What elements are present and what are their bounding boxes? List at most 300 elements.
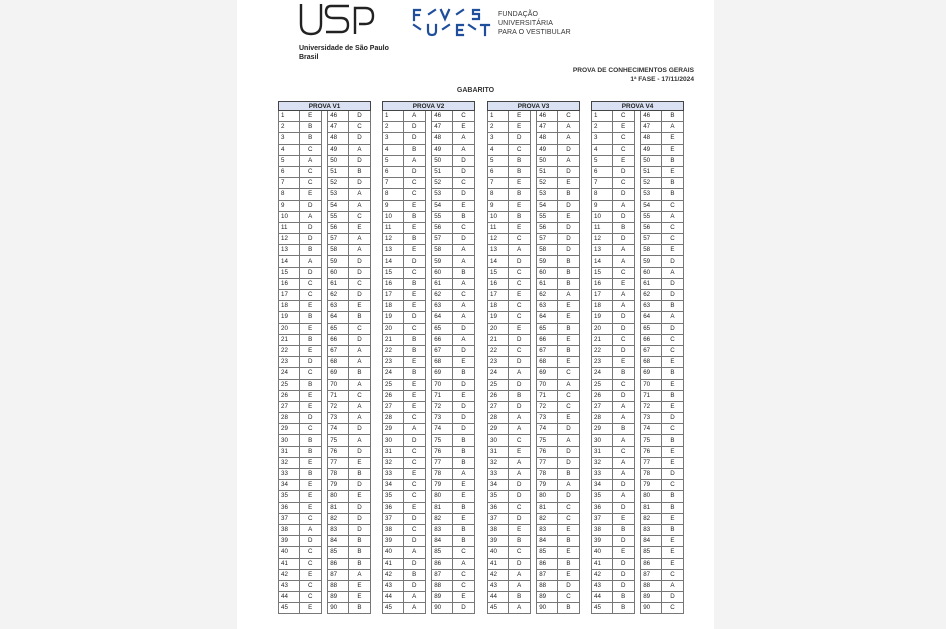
table-row bbox=[383, 592, 475, 603]
answer-letter: E bbox=[348, 301, 370, 312]
question-number: 33 bbox=[592, 469, 613, 480]
question-number: 69 bbox=[432, 368, 453, 379]
table-row bbox=[488, 502, 580, 513]
table-row bbox=[279, 234, 371, 245]
answer-letter: A bbox=[612, 301, 634, 312]
question-number: 20 bbox=[592, 323, 613, 334]
question-number: 6 bbox=[383, 166, 404, 177]
table-row bbox=[592, 357, 684, 368]
answer-letter: E bbox=[299, 502, 321, 513]
question-number: 42 bbox=[383, 569, 404, 580]
table-row bbox=[279, 278, 371, 289]
answer-letter: C bbox=[403, 491, 425, 502]
answer-letter: A bbox=[348, 357, 370, 368]
answer-letter: B bbox=[508, 592, 530, 603]
answer-letter: C bbox=[299, 547, 321, 558]
table-row bbox=[279, 256, 371, 267]
table-row bbox=[383, 211, 475, 222]
answer-letter: C bbox=[612, 334, 634, 345]
answer-letter: C bbox=[508, 547, 530, 558]
table-row bbox=[383, 323, 475, 334]
answer-letter: E bbox=[452, 122, 474, 133]
question-number: 34 bbox=[592, 480, 613, 491]
table-row bbox=[488, 390, 580, 401]
answer-letter: E bbox=[661, 558, 683, 569]
question-number: 71 bbox=[432, 390, 453, 401]
question-number: 48 bbox=[537, 133, 558, 144]
answer-letter: B bbox=[661, 111, 683, 122]
question-number: 43 bbox=[592, 580, 613, 591]
answer-letter: B bbox=[452, 502, 474, 513]
question-number: 68 bbox=[641, 357, 662, 368]
answer-letter: E bbox=[612, 513, 634, 524]
answer-letter: B bbox=[348, 166, 370, 177]
question-number: 30 bbox=[279, 435, 300, 446]
answer-letter: E bbox=[452, 357, 474, 368]
question-number: 22 bbox=[279, 345, 300, 356]
question-number: 8 bbox=[488, 189, 509, 200]
answer-key-page bbox=[237, 0, 714, 629]
question-number: 32 bbox=[488, 457, 509, 468]
question-number: 47 bbox=[537, 122, 558, 133]
question-number: 63 bbox=[537, 301, 558, 312]
question-number: 14 bbox=[592, 256, 613, 267]
answer-letter: B bbox=[299, 469, 321, 480]
answer-letter: D bbox=[403, 580, 425, 591]
question-number: 72 bbox=[328, 401, 349, 412]
answer-letter: A bbox=[452, 245, 474, 256]
answer-letter: B bbox=[452, 211, 474, 222]
question-number: 3 bbox=[592, 133, 613, 144]
table-row bbox=[592, 502, 684, 513]
question-number: 22 bbox=[488, 345, 509, 356]
question-number: 48 bbox=[328, 133, 349, 144]
table-row bbox=[488, 357, 580, 368]
question-number: 24 bbox=[383, 368, 404, 379]
answer-letter: C bbox=[452, 111, 474, 122]
question-number: 67 bbox=[641, 345, 662, 356]
answer-letter: C bbox=[557, 401, 579, 412]
answer-letter: D bbox=[557, 234, 579, 245]
table-row bbox=[488, 301, 580, 312]
answer-letter: A bbox=[403, 603, 425, 614]
question-number: 54 bbox=[641, 200, 662, 211]
answer-letter: A bbox=[612, 457, 634, 468]
question-number: 28 bbox=[592, 413, 613, 424]
table-row bbox=[488, 290, 580, 301]
answer-letter: C bbox=[661, 234, 683, 245]
answer-letter: C bbox=[508, 144, 530, 155]
question-number: 73 bbox=[641, 413, 662, 424]
question-number: 81 bbox=[537, 502, 558, 513]
question-number: 51 bbox=[641, 166, 662, 177]
table-row bbox=[279, 211, 371, 222]
question-number: 14 bbox=[488, 256, 509, 267]
question-number: 61 bbox=[537, 278, 558, 289]
answer-letter: A bbox=[612, 469, 634, 480]
answer-letter: E bbox=[508, 178, 530, 189]
answer-letter: B bbox=[557, 558, 579, 569]
question-number: 32 bbox=[592, 457, 613, 468]
answer-letter: B bbox=[557, 469, 579, 480]
question-number: 68 bbox=[537, 357, 558, 368]
answer-letter: C bbox=[348, 278, 370, 289]
answer-letter: A bbox=[508, 603, 530, 614]
answer-letter: A bbox=[612, 200, 634, 211]
answer-letter: D bbox=[299, 413, 321, 424]
table-row bbox=[488, 312, 580, 323]
question-number: 70 bbox=[537, 379, 558, 390]
answer-letter: A bbox=[661, 211, 683, 222]
question-number: 10 bbox=[279, 211, 300, 222]
question-number: 44 bbox=[279, 592, 300, 603]
question-number: 60 bbox=[537, 267, 558, 278]
question-number: 78 bbox=[537, 469, 558, 480]
answer-letter: D bbox=[452, 413, 474, 424]
table-row bbox=[279, 502, 371, 513]
question-number: 66 bbox=[328, 334, 349, 345]
table-row bbox=[592, 245, 684, 256]
question-number: 20 bbox=[488, 323, 509, 334]
question-number: 7 bbox=[383, 178, 404, 189]
question-number: 21 bbox=[279, 334, 300, 345]
question-number: 31 bbox=[383, 446, 404, 457]
question-number: 56 bbox=[537, 222, 558, 233]
question-number: 5 bbox=[592, 155, 613, 166]
table-row bbox=[383, 189, 475, 200]
table-row bbox=[383, 312, 475, 323]
answer-letter: E bbox=[557, 211, 579, 222]
question-number: 40 bbox=[592, 547, 613, 558]
question-number: 26 bbox=[488, 390, 509, 401]
table-row bbox=[592, 122, 684, 133]
answer-letter: C bbox=[299, 580, 321, 591]
answer-letter: D bbox=[612, 234, 634, 245]
answer-letter: B bbox=[452, 524, 474, 535]
answer-letter: D bbox=[452, 379, 474, 390]
answer-letter: D bbox=[403, 435, 425, 446]
answer-letter: B bbox=[612, 222, 634, 233]
question-number: 69 bbox=[641, 368, 662, 379]
answer-letter: E bbox=[452, 491, 474, 502]
question-number: 53 bbox=[328, 189, 349, 200]
question-number: 37 bbox=[279, 513, 300, 524]
answer-letter: D bbox=[508, 379, 530, 390]
table-row bbox=[383, 413, 475, 424]
question-number: 70 bbox=[432, 379, 453, 390]
answer-letter: B bbox=[403, 144, 425, 155]
table-row bbox=[383, 200, 475, 211]
question-number: 68 bbox=[432, 357, 453, 368]
question-number: 20 bbox=[383, 323, 404, 334]
question-number: 85 bbox=[432, 547, 453, 558]
table-row bbox=[488, 178, 580, 189]
question-number: 85 bbox=[328, 547, 349, 558]
question-number: 13 bbox=[488, 245, 509, 256]
question-number: 41 bbox=[279, 558, 300, 569]
table-row bbox=[383, 603, 475, 614]
question-number: 54 bbox=[537, 200, 558, 211]
answer-letter: B bbox=[508, 390, 530, 401]
answer-letter: E bbox=[299, 491, 321, 502]
table-row bbox=[592, 480, 684, 491]
answer-letter: C bbox=[299, 558, 321, 569]
answer-letter: D bbox=[403, 166, 425, 177]
question-number: 7 bbox=[488, 178, 509, 189]
answer-letter: A bbox=[661, 122, 683, 133]
answer-letter: B bbox=[612, 524, 634, 535]
question-number: 50 bbox=[641, 155, 662, 166]
question-number: 13 bbox=[383, 245, 404, 256]
question-number: 55 bbox=[432, 211, 453, 222]
answer-letter: C bbox=[661, 424, 683, 435]
answer-letter: B bbox=[661, 502, 683, 513]
answer-letter: C bbox=[403, 189, 425, 200]
table-row bbox=[383, 524, 475, 535]
question-number: 57 bbox=[432, 234, 453, 245]
table-row bbox=[592, 536, 684, 547]
table-row bbox=[383, 558, 475, 569]
question-number: 64 bbox=[537, 312, 558, 323]
question-number: 1 bbox=[592, 111, 613, 122]
question-number: 35 bbox=[279, 491, 300, 502]
answer-letter: E bbox=[299, 569, 321, 580]
answer-letter: E bbox=[403, 469, 425, 480]
answer-letter: E bbox=[661, 133, 683, 144]
question-number: 31 bbox=[488, 446, 509, 457]
table-row bbox=[279, 133, 371, 144]
answer-letter: D bbox=[403, 122, 425, 133]
question-number: 51 bbox=[432, 166, 453, 177]
table-row bbox=[488, 457, 580, 468]
answer-letter: C bbox=[403, 446, 425, 457]
question-number: 38 bbox=[592, 524, 613, 535]
table-row bbox=[592, 234, 684, 245]
answer-letter: B bbox=[299, 334, 321, 345]
answer-letter: D bbox=[661, 278, 683, 289]
answer-letter: A bbox=[452, 278, 474, 289]
question-number: 33 bbox=[488, 469, 509, 480]
answer-letter: D bbox=[299, 200, 321, 211]
answer-letter: B bbox=[299, 133, 321, 144]
question-number: 27 bbox=[592, 401, 613, 412]
question-number: 11 bbox=[279, 222, 300, 233]
answer-letter: E bbox=[403, 390, 425, 401]
answer-letter: D bbox=[661, 469, 683, 480]
answer-letter: C bbox=[299, 144, 321, 155]
answer-letter: E bbox=[452, 200, 474, 211]
answer-letter: D bbox=[612, 323, 634, 334]
answer-letter: E bbox=[299, 301, 321, 312]
question-number: 82 bbox=[328, 513, 349, 524]
question-number: 16 bbox=[383, 278, 404, 289]
answer-letter: B bbox=[299, 379, 321, 390]
answer-letter: B bbox=[612, 368, 634, 379]
answer-letter: C bbox=[299, 178, 321, 189]
table-row bbox=[279, 122, 371, 133]
table-row bbox=[488, 401, 580, 412]
answer-letter: A bbox=[299, 155, 321, 166]
answer-letter: D bbox=[348, 178, 370, 189]
answer-letter: B bbox=[557, 603, 579, 614]
question-number: 70 bbox=[328, 379, 349, 390]
answer-letter: C bbox=[403, 267, 425, 278]
answer-letter: A bbox=[452, 469, 474, 480]
table-row bbox=[488, 524, 580, 535]
table-row bbox=[488, 368, 580, 379]
answer-letter: C bbox=[508, 301, 530, 312]
answer-letter: E bbox=[508, 200, 530, 211]
answer-letter: A bbox=[348, 234, 370, 245]
table-row bbox=[279, 144, 371, 155]
question-number: 83 bbox=[328, 524, 349, 535]
question-number: 31 bbox=[279, 446, 300, 457]
question-number: 10 bbox=[383, 211, 404, 222]
table-row bbox=[383, 122, 475, 133]
question-number: 57 bbox=[328, 234, 349, 245]
answer-letter: B bbox=[508, 536, 530, 547]
question-number: 58 bbox=[432, 245, 453, 256]
answer-letter: A bbox=[508, 580, 530, 591]
answer-letter: B bbox=[452, 457, 474, 468]
table-row bbox=[279, 558, 371, 569]
answer-letter: A bbox=[661, 580, 683, 591]
question-number: 59 bbox=[432, 256, 453, 267]
question-number: 27 bbox=[488, 401, 509, 412]
question-number: 25 bbox=[383, 379, 404, 390]
question-number: 35 bbox=[592, 491, 613, 502]
question-number: 9 bbox=[592, 200, 613, 211]
table-row bbox=[279, 536, 371, 547]
table-row bbox=[592, 290, 684, 301]
question-number: 65 bbox=[432, 323, 453, 334]
question-number: 60 bbox=[432, 267, 453, 278]
question-number: 46 bbox=[432, 111, 453, 122]
answer-letter: B bbox=[661, 491, 683, 502]
question-number: 78 bbox=[328, 469, 349, 480]
question-number: 2 bbox=[279, 122, 300, 133]
answer-letter: A bbox=[452, 144, 474, 155]
question-number: 34 bbox=[383, 480, 404, 491]
answer-letter: A bbox=[508, 469, 530, 480]
table-row bbox=[279, 592, 371, 603]
question-number: 59 bbox=[328, 256, 349, 267]
question-number: 39 bbox=[488, 536, 509, 547]
question-number: 22 bbox=[592, 345, 613, 356]
answer-letter: B bbox=[403, 569, 425, 580]
question-number: 49 bbox=[537, 144, 558, 155]
question-number: 23 bbox=[488, 357, 509, 368]
answer-letter: A bbox=[348, 569, 370, 580]
question-number: 90 bbox=[328, 603, 349, 614]
question-number: 23 bbox=[383, 357, 404, 368]
question-number: 1 bbox=[383, 111, 404, 122]
answer-letter: E bbox=[557, 178, 579, 189]
question-number: 42 bbox=[488, 569, 509, 580]
answer-letter: C bbox=[452, 178, 474, 189]
answer-letter: E bbox=[557, 357, 579, 368]
answer-letter: E bbox=[348, 222, 370, 233]
table-row bbox=[279, 547, 371, 558]
question-number: 12 bbox=[488, 234, 509, 245]
answer-letter: D bbox=[612, 390, 634, 401]
question-number: 26 bbox=[383, 390, 404, 401]
answer-letter: D bbox=[348, 524, 370, 535]
question-number: 18 bbox=[488, 301, 509, 312]
answer-letter: E bbox=[661, 166, 683, 177]
question-number: 64 bbox=[328, 312, 349, 323]
question-number: 82 bbox=[432, 513, 453, 524]
answer-letter: C bbox=[508, 234, 530, 245]
table-row bbox=[592, 256, 684, 267]
usp-institution-name: Universidade de São Paulo Brasil bbox=[299, 45, 389, 61]
table-row bbox=[279, 603, 371, 614]
answer-letter: D bbox=[348, 267, 370, 278]
question-number: 66 bbox=[432, 334, 453, 345]
answer-letter: E bbox=[299, 323, 321, 334]
answer-letter: A bbox=[612, 290, 634, 301]
question-number: 84 bbox=[641, 536, 662, 547]
usp-logo bbox=[299, 4, 375, 36]
answer-letter: C bbox=[557, 513, 579, 524]
answer-letter: A bbox=[452, 301, 474, 312]
answer-letter: D bbox=[299, 267, 321, 278]
answer-letter: D bbox=[557, 245, 579, 256]
answer-letter: D bbox=[403, 256, 425, 267]
table-row bbox=[383, 580, 475, 591]
question-number: 44 bbox=[383, 592, 404, 603]
table-row bbox=[592, 513, 684, 524]
table-row bbox=[279, 357, 371, 368]
answer-letter: D bbox=[348, 513, 370, 524]
table-row bbox=[488, 446, 580, 457]
question-number: 66 bbox=[537, 334, 558, 345]
question-number: 15 bbox=[488, 267, 509, 278]
answer-letter: E bbox=[348, 580, 370, 591]
answer-letter: A bbox=[557, 435, 579, 446]
answer-letter: D bbox=[508, 401, 530, 412]
question-number: 3 bbox=[488, 133, 509, 144]
answer-letter: E bbox=[299, 603, 321, 614]
question-number: 45 bbox=[592, 603, 613, 614]
question-number: 76 bbox=[328, 446, 349, 457]
answer-letter: B bbox=[661, 524, 683, 535]
answer-letter: A bbox=[403, 547, 425, 558]
answer-letter: A bbox=[508, 457, 530, 468]
answer-letter: C bbox=[299, 592, 321, 603]
answer-letter: A bbox=[452, 133, 474, 144]
answer-letter: D bbox=[612, 312, 634, 323]
question-number: 73 bbox=[328, 413, 349, 424]
exam-title: PROVA DE CONHECIMENTOS GERAIS 1ª FASE - 17/11/2024 bbox=[572, 67, 694, 83]
question-number: 46 bbox=[328, 111, 349, 122]
answer-letter: A bbox=[452, 558, 474, 569]
question-number: 2 bbox=[592, 122, 613, 133]
answer-letter: A bbox=[348, 189, 370, 200]
table-row bbox=[488, 536, 580, 547]
question-number: 62 bbox=[537, 290, 558, 301]
table-row bbox=[592, 312, 684, 323]
answer-letter: B bbox=[452, 435, 474, 446]
question-number: 89 bbox=[537, 592, 558, 603]
table-row bbox=[279, 290, 371, 301]
answer-letter: D bbox=[452, 401, 474, 412]
question-number: 45 bbox=[279, 603, 300, 614]
answer-letter: D bbox=[612, 580, 634, 591]
question-number: 88 bbox=[328, 580, 349, 591]
question-number: 51 bbox=[537, 166, 558, 177]
answer-letter: D bbox=[403, 536, 425, 547]
